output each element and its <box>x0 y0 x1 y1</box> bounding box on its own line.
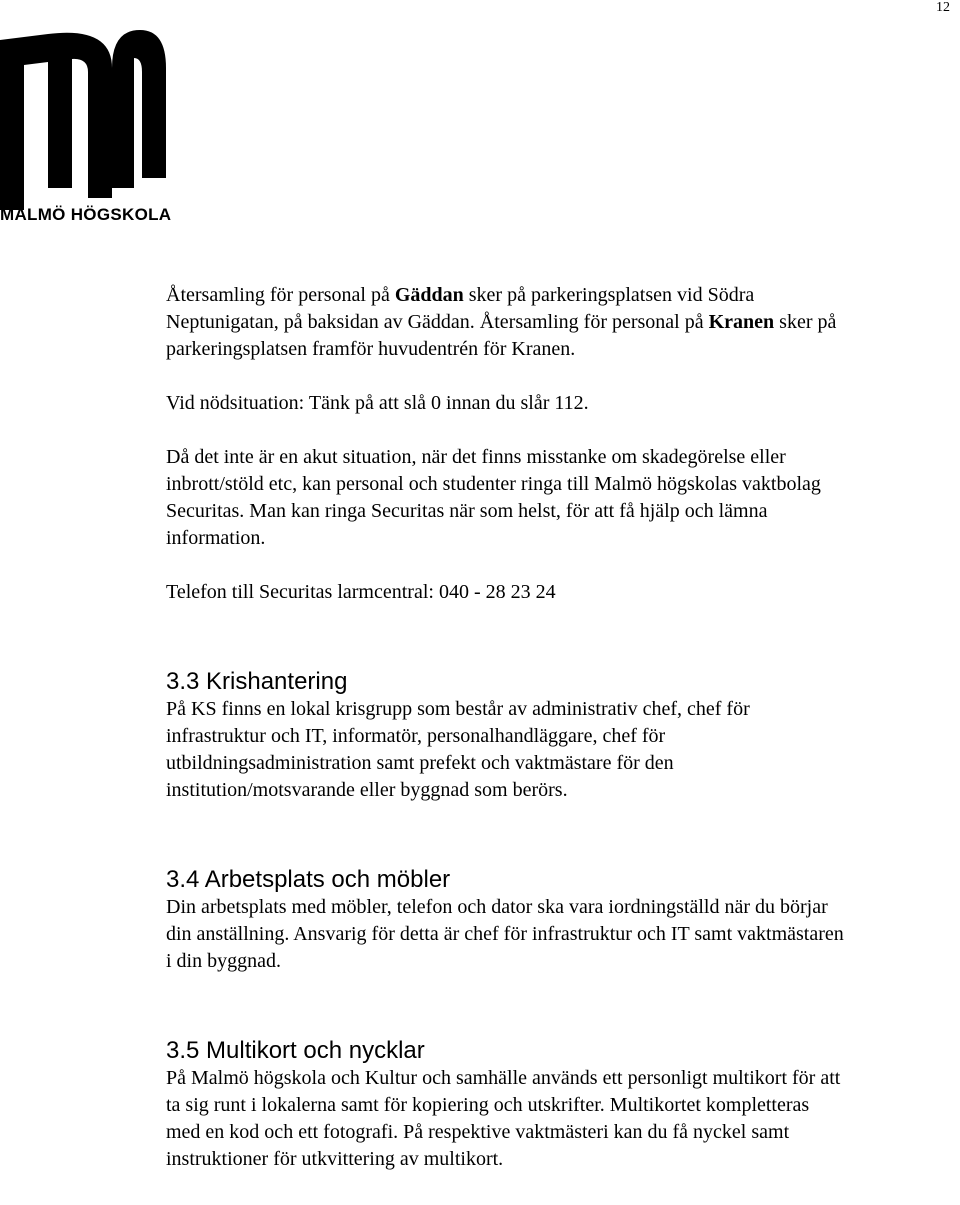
section-heading-workplace: 3.4 Arbetsplats och möbler <box>166 866 451 893</box>
paragraph-securitas: Då det inte är en akut situation, när det finns misstanke om skadegörelse eller inbrott/stöld etc, kan personal och studenter ringa till Malmö högskolas vaktbolag Securitas. Man kan ringa Securitas när som helst, för att få hjälp och lämna information. <box>166 446 821 549</box>
section-heading-multicard: 3.5 Multikort och nycklar <box>166 1037 425 1064</box>
paragraph-reassembly: Återsamling för personal på Gäddan sker på parkeringsplatsen vid Södra Neptunigatan, på baksidan av Gäddan. Återsamling för personal på Kranen sker på parkeringsplatsen framför huvudentrén för Kranen. <box>166 284 837 360</box>
logo-text: MALMÖ HÖGSKOLA <box>0 205 172 224</box>
paragraph-phone: Telefon till Securitas larmcentral: 040 - 28 23 24 <box>166 581 556 603</box>
page-number: 12 <box>936 0 950 15</box>
section-body-multicard: På Malmö högskola och Kultur och samhälle används ett personligt multikort för att ta sig runt i lokalerna samt för kopiering och utskrifter. Multikortet kompletteras med en kod och ett fotografi. På respektive vaktmästeri kan du få nyckel samt instruktioner för utkvittering av multikort. <box>166 1067 841 1170</box>
paragraph-emergency: Vid nödsituation: Tänk på att slå 0 innan du slår 112. <box>166 392 589 414</box>
section-body-crisis: På KS finns en lokal krisgrupp som består av administrativ chef, chef för infrastruktur och IT, informatör, personalhandläggare, chef för utbildningsadministration samt prefekt och vaktmästare för den institution/motsvarande eller byggnad som berörs. <box>166 698 750 801</box>
document-body <box>166 282 846 1173</box>
section-heading-crisis: 3.3 Krishantering <box>166 668 348 695</box>
section-body-workplace: Din arbetsplats med möbler, telefon och dator ska vara iordningställd när du börjar din anställning. Ansvarig för detta är chef för infrastruktur och IT samt vaktmästaren i din byggnad. <box>166 896 844 972</box>
malmo-hogskola-logo <box>0 28 175 228</box>
